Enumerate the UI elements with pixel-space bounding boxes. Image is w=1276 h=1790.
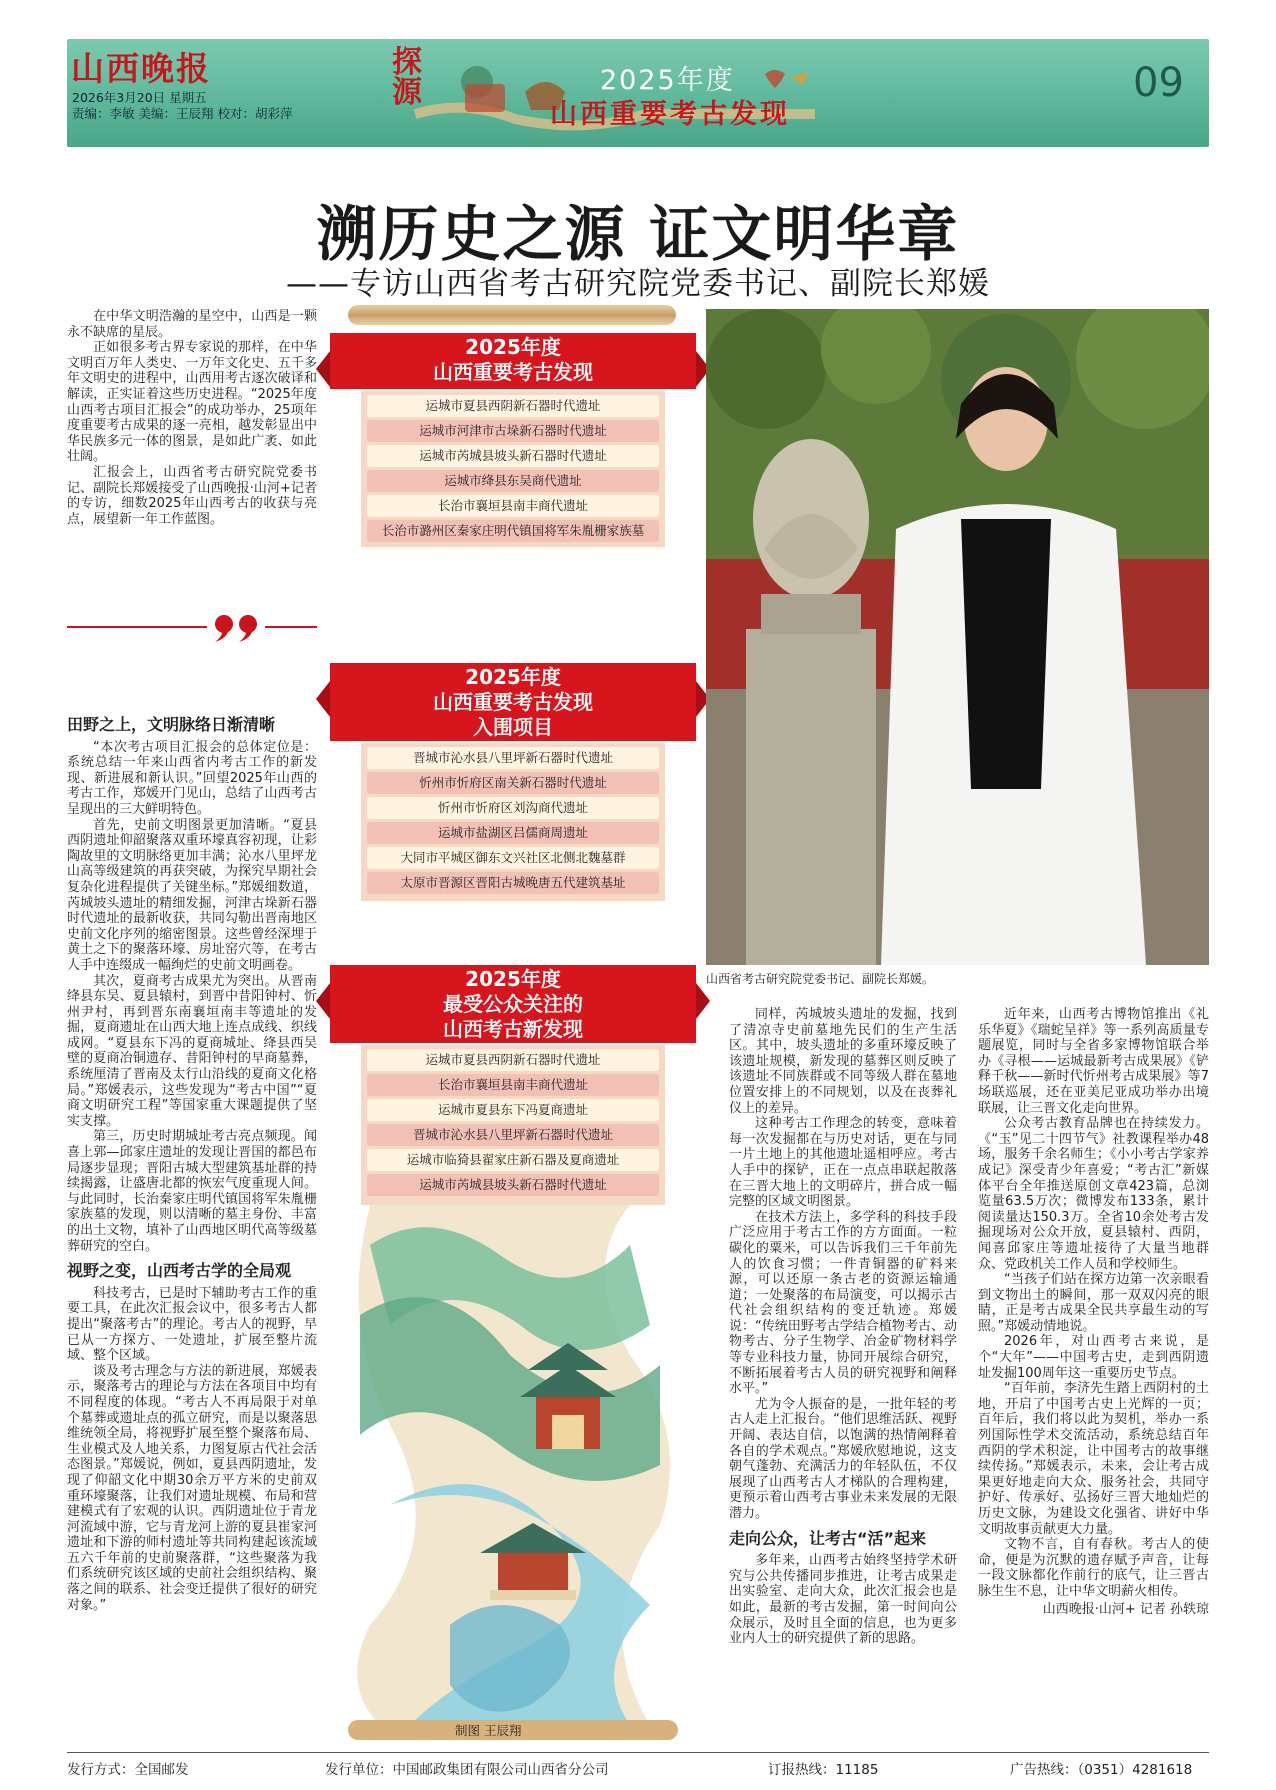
list-item: 运城市芮城县坡头新石器时代遗址 <box>367 1174 659 1196</box>
middle-column <box>729 1007 957 1647</box>
body-paragraph: 尤为令人振奋的是，一批年轻的考古人走上汇报台。“他们思维活跃、视野开阔、表达自信，以饱满的热情阐释着各自的学术观点。”郑媛欣慰地说，这支朝气蓬勃、充满活力的年轻队伍，不仅展现了山西考古人才梯队的合理构建，更预示着山西考古事业未来发展的无限潜力。 <box>729 1396 957 1521</box>
body-paragraph: 在技术方法上，多学科的科技手段广泛应用于考古工作的方方面面。一粒碳化的粟米，可以告诉我们三千年前先人的饮食习惯；一件青铜器的矿料来源，可以还原一条古老的资源运输通道；一处聚落的布局演变，可以揭示古代社会组织结构的变迁轨迹。郑媛说：“传统田野考古学结合植物考古、动物考古、分子生物学、冶金矿物材料学等专业科技力量，协同开展综合研究，不断拓展着考古人员的研究视野和阐释水平。” <box>729 1209 957 1397</box>
body-paragraph: 2026年，对山西考古来说，是个“大年”——中国考古史，走到西阴遗址发掘100周年这一重要历史节点。 <box>978 1334 1209 1381</box>
lead-paragraph: 汇报会上，山西省考古研究院党委书记、副院长郑媛接受了山西晚报·山河+记者的专访，细数2025年山西考古的收获与亮点，展望新一年工作蓝图。 <box>67 464 317 527</box>
article-title: 溯历史之源 证文明华章 <box>316 200 960 270</box>
lead-column <box>67 309 317 527</box>
list-item: 运城市夏县西阴新石器时代遗址 <box>367 1049 659 1071</box>
portrait-photo <box>706 309 1209 965</box>
list-banner-line: 山西考古新发现 <box>443 1017 583 1041</box>
list-item: 太原市晋源区晋阳古城晚唐五代建筑基址 <box>367 872 659 894</box>
list-panel <box>361 1045 665 1205</box>
list-item: 晋城市沁水县八里坪新石器时代遗址 <box>367 1124 659 1146</box>
body-paragraph: “本次考古项目汇报会的总体定位是：系统总结一年来山西省内考古工作的新发现、新进展和新认识。”回望2025年山西的考古工作，郑媛开门见山，总结了山西考古呈现出的三大鲜明特色。 <box>67 739 317 817</box>
column-banner-title: 山西重要考古发现 <box>550 99 790 130</box>
byline: 山西晚报·山河+ 记者 孙轶琼 <box>1042 1601 1209 1617</box>
column-seal: 探源 <box>392 45 422 110</box>
list-item: 运城市绛县东吴商代遗址 <box>367 470 659 492</box>
issue-date: 2026年3月20日 星期五 <box>72 90 207 105</box>
list-item: 大同市平城区御东文兴社区北侧北魏墓群 <box>367 847 659 869</box>
list-banner-line: 山西重要考古发现 <box>433 690 593 714</box>
left-column <box>67 708 317 1613</box>
body-paragraph: “当孩子们站在探方边第一次亲眼看到文物出土的瞬间，那一双双闪亮的眼睛，正是考古成果全民共享最生动的写照。”郑媛动情地说。 <box>978 1272 1209 1334</box>
landscape-scroll-illustration <box>330 1205 696 1748</box>
body-paragraph: 首先，史前文明图景更加清晰。“夏县西阴遗址仰韶聚落双重环壕真容初现，让彩陶故里的文明脉络更加丰满；沁水八里坪龙山高等级建筑的再获突破，为探究早期社会复杂化进程提供了关键坐标。”郑媛细数道，芮城坡头遗址的精细发掘，河津古垛新石器时代遗址的最新收获，共同勾勒出晋南地区史前文化序列的缩密图景。这些曾经深埋于黄土之下的聚落环壕、房址窑穴等，在考古人手中连缀成一幅绚烂的史前文明画卷。 <box>67 817 317 973</box>
column-banner-year: 2025年度 <box>600 65 735 96</box>
list-item: 运城市夏县西阴新石器时代遗址 <box>367 395 659 417</box>
list-item: 运城市夏县东下冯夏商遗址 <box>367 1099 659 1121</box>
right-column <box>978 1007 1209 1617</box>
body-paragraph: 同样，芮城坡头遗址的发掘，找到了清凉寺史前墓地先民们的生产生活区。其中，坡头遗址的多重环壕反映了该遗址规模，新发现的墓葬区则反映了该遗址不同族群或不同等级人群在墓地位置安排上的不同规划，以及在丧葬礼仪上的差异。 <box>729 1007 957 1116</box>
body-paragraph: 谈及考古理念与方法的新进展，郑媛表示，聚落考古的理论与方法在各项目中均有不同程度的体现。“考古人不再局限于对单个墓葬或遗址点的孤立研究，而是以聚落思维统领全局，将视野扩展至整个聚落布局、生业模式及人地关系，力图复原古代社会活态图景。”郑媛说，例如，夏县西阴遗址，发现了仰韶文化中期30余万平方米的史前双重环壕聚落，让我们对遗址规模、布局和营建模式有了宏观的认识。西阴遗址位于青龙河流域中游，它与青龙河上游的夏县崔家河遗址和下游的师村遗址等共同构建起该流域五六千年前的史前聚落群，“这些聚落为我们系统研究该区域的史前社会组织结构、聚落之间的联系、社会变迁提供了很好的研究对象。” <box>67 1363 317 1613</box>
masthead-logo: 山西晚报 <box>71 49 211 88</box>
section-heading: 走向公众，让考古“活”起来 <box>729 1528 927 1548</box>
footer-distribution: 发行方式：全国邮发 <box>67 1762 189 1778</box>
section-heading: 田野之上，文明脉络日渐清晰 <box>67 715 276 734</box>
body-paragraph: 第三，历史时期城址考古亮点频现。闻喜上郭—邱家庄遗址的发现让晋国的都邑布局逐步显现；晋阳古城大型建筑基址群的持续揭露，让盛唐北都的恢宏气度重现人间。与此同时，长治秦家庄明代镇国将军朱胤栅家族墓的发现，则以清晰的墓主身份、丰富的出土文物，填补了山西地区明代高等级墓葬研究的空白。 <box>67 1129 317 1254</box>
list-banner <box>330 663 696 741</box>
list-banner-line: 最受公众关注的 <box>443 992 583 1016</box>
list-banner-line: 入围项目 <box>473 715 553 739</box>
footer-publisher: 发行单位：中国邮政集团有限公司山西省分公司 <box>325 1762 609 1778</box>
footer-rule <box>67 1752 1209 1753</box>
body-paragraph: 文物不言，自有春秋。考古人的使命，便是为沉默的遗存赋予声音，让每一段文脉都化作前行的底气，让三晋古脉生生不息，让中华文明薪火相传。 <box>978 1537 1209 1599</box>
list-banner-line: 2025年度 <box>465 665 561 689</box>
photo-caption: 山西省考古研究院党委书记、副院长郑媛。 <box>706 972 935 986</box>
body-paragraph: 科技考古，已是时下辅助考古工作的重要工具，在此次汇报会议中，很多考古人都提出“聚落考古”的理论。考古人的视野，早已从一方探方、一处遗址，扩展至整片流域、整个区域。 <box>67 1285 317 1364</box>
list-item: 忻州市忻府区刘沟商代遗址 <box>367 797 659 819</box>
article-subtitle: ——专访山西省考古研究院党委书记、副院长郑媛 <box>286 266 990 302</box>
list-item: 运城市盐湖区吕儒商周遗址 <box>367 822 659 844</box>
body-paragraph: “百年前，李济先生踏上西阴村的土地，开启了中国考古史上光辉的一页；百年后，我们将以此为契机，举办一系列国际性学术交流活动，系统总结百年西阴的学术积淀，让中国考古的故事继续传扬。”郑媛表示，未来，会让考古成果更好地走向大众、服务社会，共同守护好、传承好、弘扬好三晋大地灿烂的历史文脉，为建设文化强省、讲好中华文明故事贡献更大力量。 <box>978 1381 1209 1537</box>
lead-paragraph: 正如很多考古界专家说的那样，在中华文明百万年人类史、一万年文化史、五千多年文明史的进程中，山西用考古逐次破译和解读，正实证着这些历史进程。“2025年度山西考古项目汇报会”的成功举办，25项年度重要考古成果的逐一亮相，越发彰显出中华民族多元一体的图景，是如此广袤、如此壮阔。 <box>67 340 317 465</box>
editor-credits: 责编：李敏 美编：王辰翔 校对：胡彩萍 <box>72 106 293 121</box>
list-banner-line: 山西重要考古发现 <box>433 360 593 384</box>
quote-mark-icon <box>215 615 257 642</box>
body-paragraph: 这种考古工作理念的转变，意味着每一次发掘都在与历史对话，更在与同一片土地上的其他遗址遥相呼应。考古人手中的探铲，正在一点点串联起散落在三晋大地上的文明碎片，拼合成一幅完整的区域文明图景。 <box>729 1116 957 1210</box>
list-banner <box>330 333 696 389</box>
list-panel <box>361 743 665 901</box>
list-banner <box>330 965 696 1043</box>
list-item: 长治市潞州区秦家庄明代镇国将军朱胤栅家族墓 <box>367 520 659 542</box>
body-paragraph: 多年来，山西考古始终坚持学术研究与公共传播同步推进，让考古成果走出实验室、走向大众，此次汇报会也是如此，最新的考古发掘，第一时间向公众展示，及时且全面的信息，也为更多业内人士的研究提供了新的思路。 <box>729 1553 957 1647</box>
lead-paragraph: 在中华文明浩瀚的星空中，山西是一颗永不缺席的星辰。 <box>67 309 317 340</box>
list-item: 运城市芮城县坡头新石器时代遗址 <box>367 445 659 467</box>
illustration-credit: 制图 王辰翔 <box>455 1723 522 1738</box>
page-number: 09 <box>1133 60 1184 106</box>
discoveries-infographic <box>330 305 696 1748</box>
list-banner-line: 2025年度 <box>465 967 561 991</box>
list-item: 忻州市忻府区南关新石器时代遗址 <box>367 772 659 794</box>
body-paragraph: 公众考古教育品牌也在持续发力。《“玉”见二十四节气》社教课程举办48场，服务千余名师生；《小小考古学家养成记》深受青少年喜爱；“考古汇”新媒体平台全年推送原创文章423篇，总浏览量63.5万次；微博发布133条，累计阅读量达150.3万。全省10余处考古发掘现场对公众开放，夏县辕村、西阴，闻喜邱家庄等遗址接待了大量当地群众、党政机关工作人员和学校师生。 <box>978 1116 1209 1272</box>
list-item: 运城市河津市古垛新石器时代遗址 <box>367 420 659 442</box>
list-panel <box>361 391 665 547</box>
list-item: 长治市襄垣县南丰商代遗址 <box>367 1074 659 1096</box>
scroll-roll-top <box>348 305 676 325</box>
footer-subscription: 订报热线：11185 <box>768 1762 879 1778</box>
list-banner-line: 2025年度 <box>465 335 561 359</box>
quote-divider <box>67 612 317 642</box>
footer-ad-line: 广告热线：（0351）4281618 <box>1010 1762 1193 1778</box>
section-heading: 视野之变，山西考古学的全局观 <box>67 1261 292 1281</box>
body-paragraph: 其次，夏商考古成果尤为突出。从晋南绛县东吴、夏县辕村，到晋中昔阳钟村、忻州尹村，再到晋东南襄垣南丰等遗址的发掘，夏商遗址在山西大地上连点成线、织线成网。“夏县东下冯的夏商城址、绛县西吴壁的夏商冶铜遗存、昔阳钟村的早商墓葬，系统厘清了晋南及太行山沿线的夏商文化格局。”郑媛表示，这些发现为“考古中国”“夏商文明研究工程”等国家重大课题提供了坚实支撑。 <box>67 973 317 1129</box>
body-paragraph: 近年来，山西考古博物馆推出《礼乐华夏》《瑞蛇呈祥》等一系列高质量专题展览，同时与全省多家博物馆联合举办《寻根——运城最新考古成果展》《铲释千秋——新时代忻州考古成果展》等7场联巡展，还在亚美尼亚成功举办出境联展，让三晋文化走向世界。 <box>978 1007 1209 1116</box>
list-item: 晋城市沁水县八里坪新石器时代遗址 <box>367 747 659 769</box>
list-item: 运城市临猗县翟家庄新石器及夏商遗址 <box>367 1149 659 1171</box>
list-item: 长治市襄垣县南丰商代遗址 <box>367 495 659 517</box>
